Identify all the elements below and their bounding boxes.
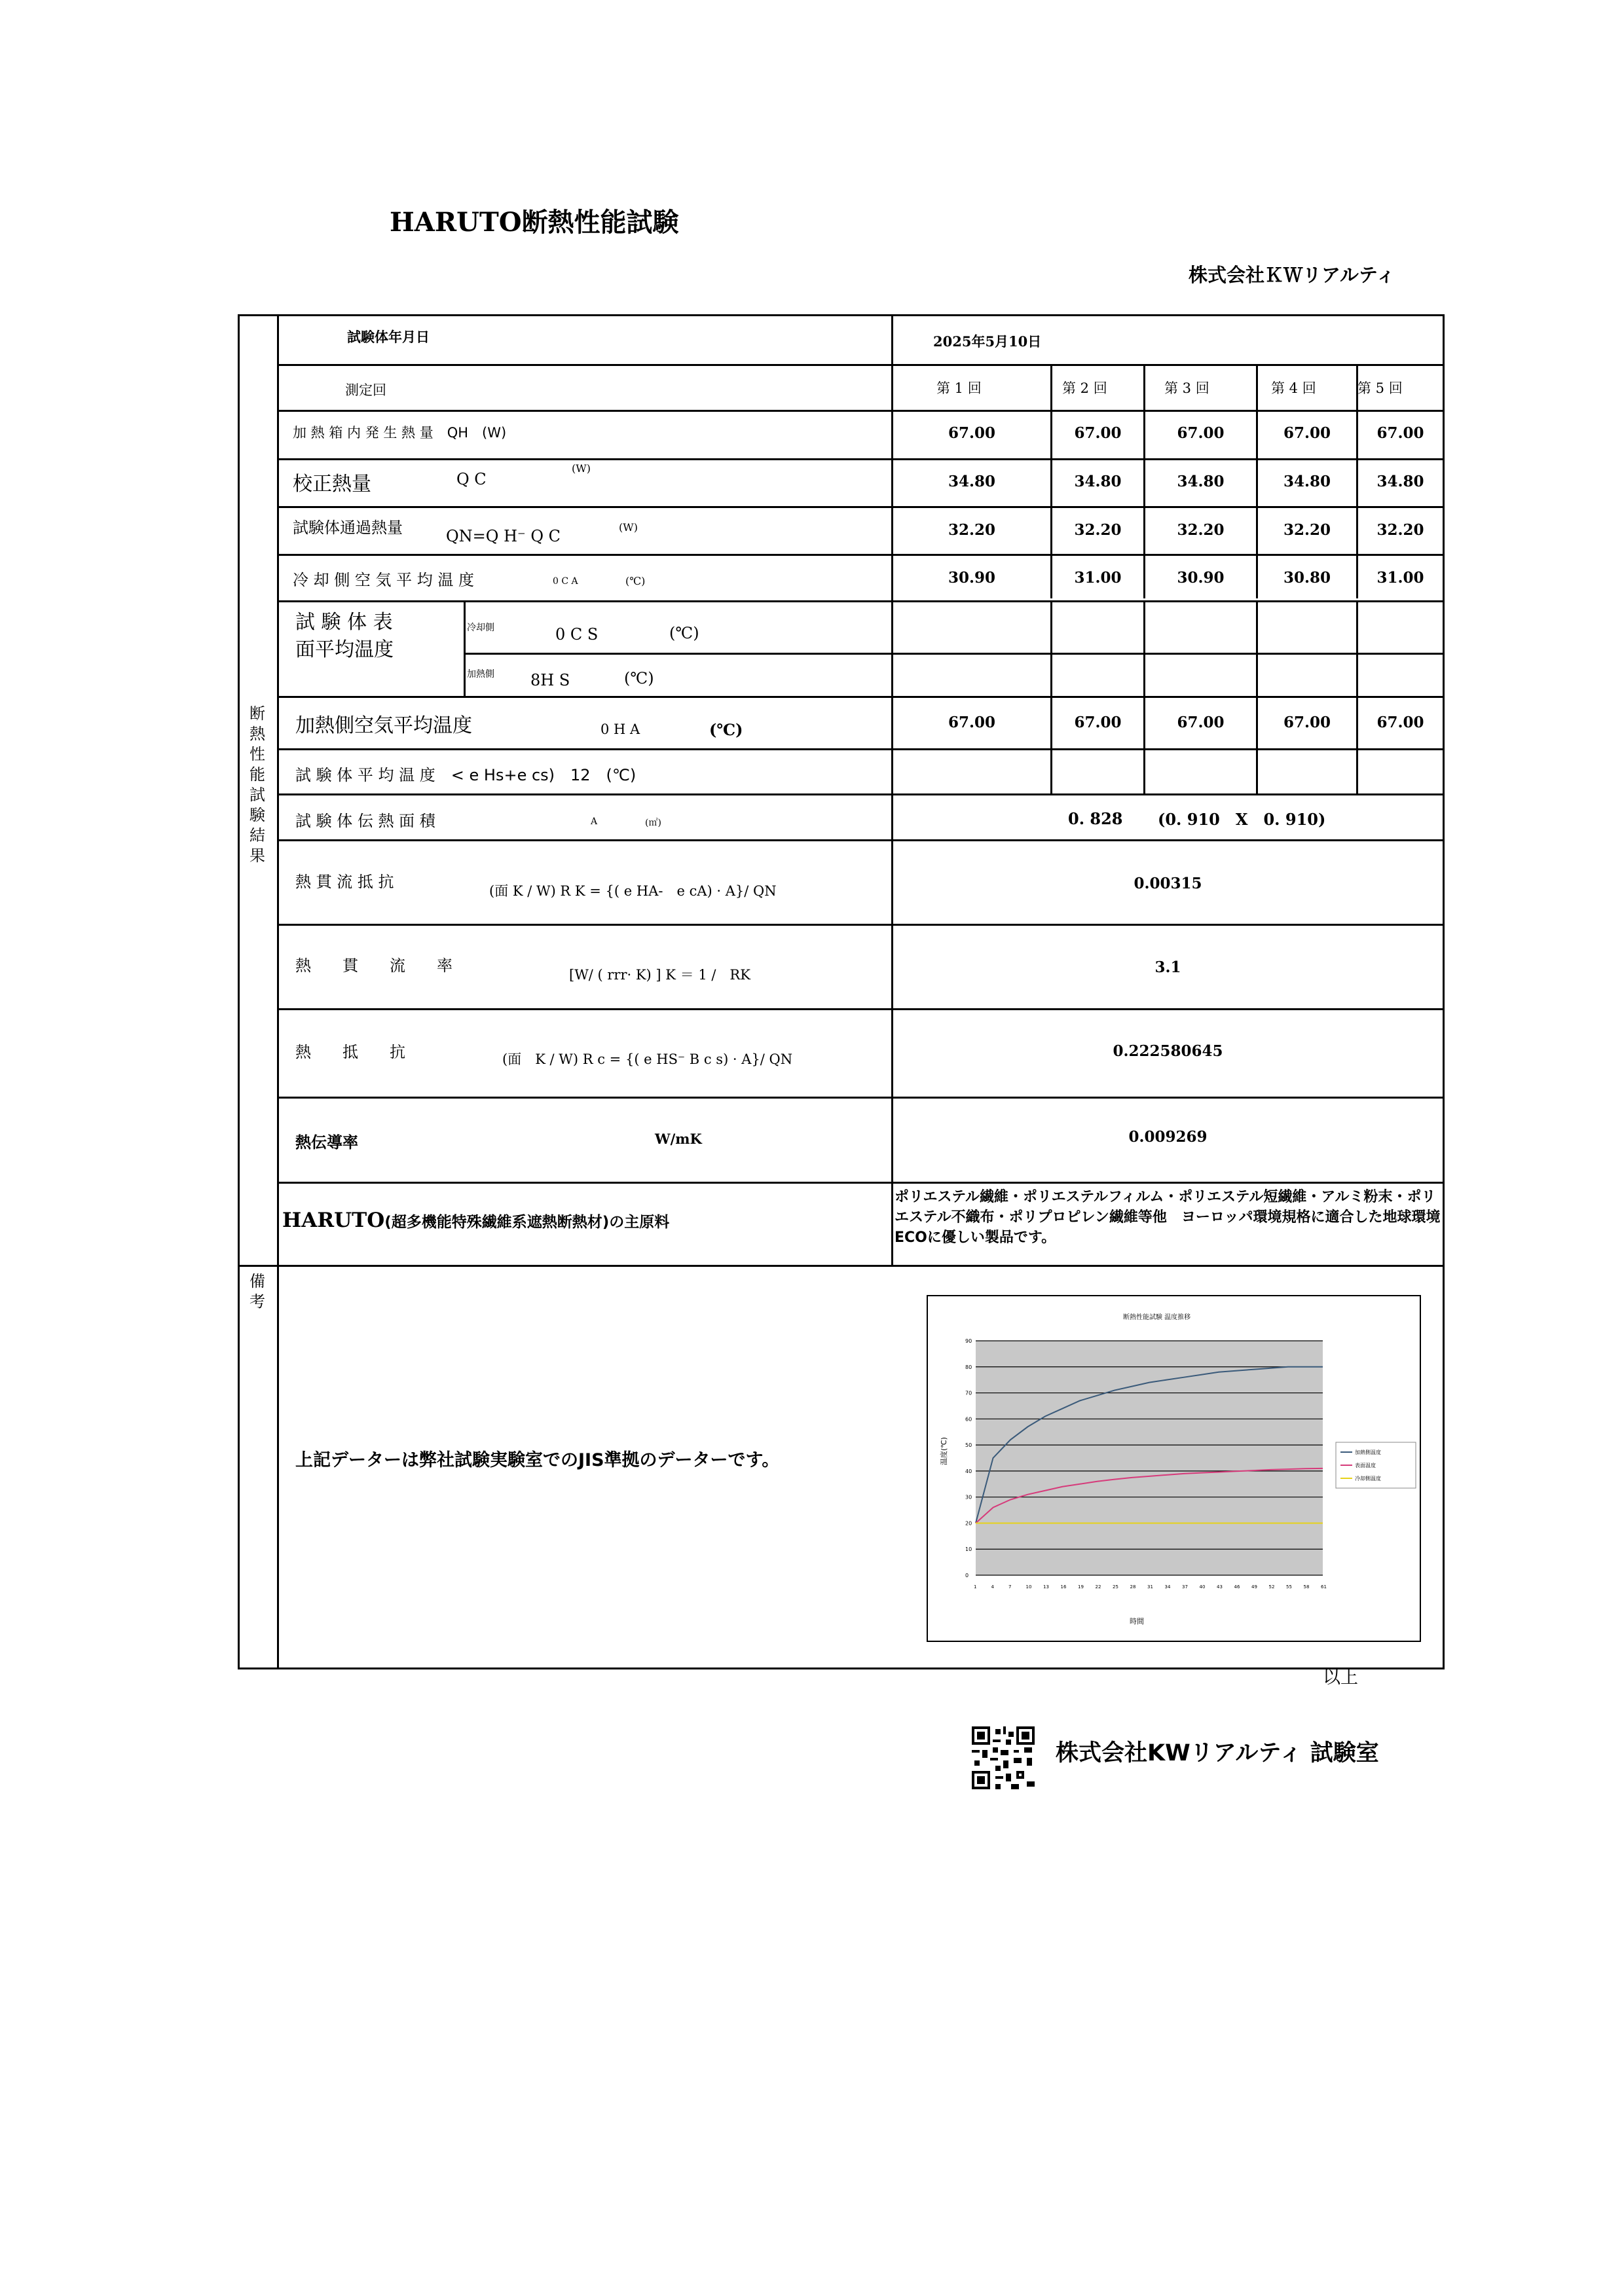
surface-subdivider — [464, 600, 466, 696]
qn-value-3: 32.20 — [1177, 521, 1225, 539]
column-line — [1356, 748, 1358, 793]
x-tick-label: 16 — [1060, 1584, 1067, 1590]
cold-side-label: 冷却側 — [467, 623, 494, 633]
row-line — [277, 458, 1445, 460]
x-tick-label: 22 — [1095, 1584, 1101, 1590]
chart-title: 断熱性能試験 温度推移 — [1123, 1314, 1191, 1321]
x-tick-label: 13 — [1043, 1584, 1049, 1590]
column-line — [1143, 748, 1145, 793]
qh-value-4: 67.00 — [1283, 424, 1331, 442]
oca-value-5: 31.00 — [1376, 569, 1424, 587]
cold-unit: (℃) — [669, 624, 699, 642]
x-axis-label: 時間 — [1130, 1617, 1144, 1626]
oha-value-4: 67.00 — [1283, 714, 1331, 731]
rc-formula: (面 K / W) R c = {( e HS⁻ B c s) · A}/ QN — [502, 1051, 793, 1067]
row-line — [277, 696, 1445, 698]
row-line — [277, 364, 1445, 366]
x-tick-label: 58 — [1303, 1584, 1310, 1590]
x-tick-label: 40 — [1199, 1584, 1206, 1590]
y-tick-label: 20 — [965, 1520, 972, 1527]
qc-unit: (W) — [572, 462, 591, 475]
row-line — [277, 1182, 1445, 1184]
column-line — [1050, 748, 1052, 793]
lambda-value: 0.009269 — [1128, 1128, 1208, 1146]
x-tick-label: 61 — [1321, 1584, 1327, 1590]
round-label: 測定回 — [345, 382, 386, 398]
table-border-top — [238, 314, 1445, 316]
lab-name: 株式会社KWリアルティ 試験室 — [1056, 1740, 1379, 1766]
k-value: 3.1 — [1154, 958, 1181, 976]
y-tick-label: 60 — [965, 1416, 972, 1423]
material-description: ポリエステル繊維・ポリエステルフィルム・ポリエステル短繊維・アルミ粉末・ポリエステル不織布・ポリプロピレン繊維等他 ヨーロッパ環境規格に適合した地球環境ECOに優しい製品です。 — [895, 1189, 1441, 1246]
k-formula: [W/ ( rrr· K) ] K ＝ 1 / RK — [569, 967, 750, 983]
row-line — [277, 554, 1445, 556]
k-label: 熱 貫 流 率 — [295, 957, 452, 975]
table-border-left — [238, 314, 240, 1669]
row-line — [277, 506, 1445, 508]
y-tick-label: 0 — [965, 1573, 969, 1578]
y-tick-label: 80 — [965, 1364, 972, 1370]
oha-value-1: 67.00 — [948, 714, 996, 731]
row-line — [277, 1097, 1445, 1099]
qc-value-3: 34.80 — [1177, 473, 1225, 490]
rk-formula: (面 K / W) R K = {( e HA- e cA) · A}/ QN — [489, 883, 777, 899]
qc-symbol: Q C — [456, 470, 487, 488]
row-line — [277, 410, 1445, 412]
temperature-chart — [927, 1295, 1421, 1642]
side-label-remarks: 備考 — [249, 1272, 265, 1311]
y-axis-label: 温度(℃) — [940, 1437, 948, 1465]
material-label — [282, 1209, 669, 1232]
oha-symbol: 0 H A — [600, 721, 640, 737]
side-label-results: 断熱性能試験結果 — [249, 704, 265, 865]
x-tick-label: 1 — [974, 1584, 977, 1590]
qn-value-5: 32.20 — [1376, 521, 1424, 539]
oha-value-3: 67.00 — [1177, 714, 1225, 731]
y-tick-label: 90 — [965, 1338, 972, 1344]
qc-value-4: 34.80 — [1283, 473, 1331, 490]
company-name: 株式会社ＫＷリアルティ — [1189, 264, 1395, 286]
date-label: 試験体年月日 — [347, 329, 430, 345]
surface-label-line1: 試 験 体 表 — [295, 611, 393, 634]
oca-value-2: 31.00 — [1074, 569, 1122, 587]
oca-symbol: 0 C A — [553, 576, 578, 587]
hot-unit: (℃) — [624, 669, 654, 687]
legend-label: 加熱側温度 — [1355, 1449, 1381, 1455]
y-tick-label: 70 — [965, 1390, 972, 1396]
page-title: HARUTO断熱性能試験 — [390, 207, 679, 238]
remarks-divider — [238, 1265, 1445, 1267]
column-line — [1256, 748, 1258, 793]
qn-symbol: QN=Q H⁻ Q C — [446, 527, 561, 545]
x-tick-label: 4 — [991, 1584, 994, 1590]
plot-area — [976, 1341, 1323, 1575]
hot-symbol: 8H S — [530, 671, 570, 689]
x-tick-label: 28 — [1130, 1584, 1136, 1590]
lambda-label: 熱伝導率 — [295, 1133, 358, 1152]
x-tick-label: 43 — [1217, 1584, 1223, 1590]
date-value: 2025年5月10日 — [933, 333, 1042, 350]
round-3: 第 3 回 — [1164, 380, 1209, 396]
x-tick-label: 55 — [1286, 1584, 1292, 1590]
round-4: 第 4 回 — [1271, 380, 1316, 396]
oha-unit: (℃) — [709, 720, 743, 739]
oha-value-2: 67.00 — [1074, 714, 1122, 731]
round-5: 第 5 回 — [1357, 380, 1403, 396]
oca-unit: (℃) — [625, 575, 646, 587]
x-tick-label: 37 — [1182, 1584, 1188, 1590]
qc-label: 校正熱量 — [293, 473, 371, 496]
rc-label: 熱 抵 抗 — [295, 1043, 405, 1061]
x-tick-label: 49 — [1251, 1584, 1257, 1590]
oca-label: 冷 却 側 空 気 平 均 温 度 — [293, 571, 475, 589]
y-tick-label: 50 — [965, 1442, 972, 1449]
area-value: 0. 828 — [1068, 809, 1123, 828]
y-tick-label: 40 — [965, 1468, 972, 1474]
qc-value-2: 34.80 — [1074, 473, 1122, 490]
row-line — [277, 600, 1445, 602]
qn-value-4: 32.20 — [1283, 521, 1331, 539]
oca-value-3: 30.90 — [1177, 569, 1225, 587]
qh-label: 加 熱 箱 内 発 生 熱 量 QH (W) — [293, 425, 507, 441]
avg-surface-label: 試 験 体 平 均 温 度 < e Hs+e cs) 12 (℃) — [295, 766, 637, 784]
cold-symbol: 0 C S — [555, 625, 599, 644]
end-mark: 以上 — [1323, 1667, 1358, 1688]
qc-value-5: 34.80 — [1376, 473, 1424, 490]
area-unit: (㎡) — [645, 818, 661, 828]
qh-value-2: 67.00 — [1074, 424, 1122, 442]
x-tick-label: 7 — [1008, 1584, 1012, 1590]
qr-code-icon — [972, 1726, 1035, 1789]
row-line — [464, 653, 1445, 655]
x-tick-label: 34 — [1164, 1584, 1171, 1590]
chart-legend — [1336, 1442, 1416, 1488]
table-border-right — [1443, 314, 1445, 1669]
qn-value-1: 32.20 — [948, 521, 996, 539]
rk-label: 熱 貫 流 抵 抗 — [295, 873, 394, 891]
oca-value-1: 30.90 — [948, 569, 996, 587]
row-line — [277, 748, 1445, 750]
y-tick-label: 10 — [965, 1546, 972, 1553]
x-tick-label: 46 — [1234, 1584, 1240, 1590]
oca-value-4: 30.80 — [1283, 569, 1331, 587]
x-tick-label: 25 — [1113, 1584, 1118, 1590]
qn-unit: (W) — [619, 521, 638, 534]
qh-value-5: 67.00 — [1376, 424, 1424, 442]
remarks-note: 上記データーは弊社試験実験室でのJIS準拠のデーターです。 — [295, 1450, 780, 1470]
x-tick-label: 31 — [1147, 1584, 1153, 1590]
x-tick-label: 52 — [1268, 1584, 1275, 1590]
side-label-divider — [277, 314, 279, 1669]
qn-label: 試験体通過熱量 — [293, 519, 403, 537]
rk-value: 0.00315 — [1134, 875, 1202, 892]
row-line — [277, 924, 1445, 926]
legend-label: 表面温度 — [1355, 1463, 1376, 1468]
row-line — [277, 839, 1445, 841]
qc-value-1: 34.80 — [948, 473, 996, 490]
qh-value-1: 67.00 — [948, 424, 996, 442]
x-axis-ticks — [974, 1584, 1327, 1590]
area-label: 試 験 体 伝 熱 面 積 — [295, 812, 435, 830]
surface-label-line2: 面平均温度 — [295, 638, 394, 661]
qn-value-2: 32.20 — [1074, 521, 1122, 539]
y-tick-label: 30 — [965, 1494, 972, 1501]
qh-value-3: 67.00 — [1177, 424, 1225, 442]
oha-label: 加熱側空気平均温度 — [295, 714, 472, 737]
round-1: 第 1 回 — [936, 380, 982, 396]
round-2: 第 2 回 — [1062, 380, 1107, 396]
lambda-unit: W/mK — [655, 1131, 702, 1147]
rc-value: 0.222580645 — [1113, 1042, 1223, 1060]
material-label-prefix: HARUTO — [282, 1209, 385, 1232]
row-line — [277, 1008, 1445, 1010]
legend-label: 冷却側温度 — [1355, 1476, 1381, 1482]
x-tick-label: 10 — [1025, 1584, 1032, 1590]
oha-value-5: 67.00 — [1376, 714, 1424, 731]
material-label-suffix: (超多機能特殊繊維系遮熱断熱材)の主原料 — [384, 1214, 670, 1231]
x-tick-label: 19 — [1078, 1584, 1084, 1590]
area-symbol: A — [591, 816, 598, 827]
value-column-line — [891, 314, 893, 1265]
area-dims: (0. 910 X 0. 910) — [1158, 810, 1326, 829]
table-border-bottom — [238, 1667, 1445, 1669]
hot-side-label: 加熱側 — [467, 669, 494, 680]
row-line — [277, 793, 1445, 795]
